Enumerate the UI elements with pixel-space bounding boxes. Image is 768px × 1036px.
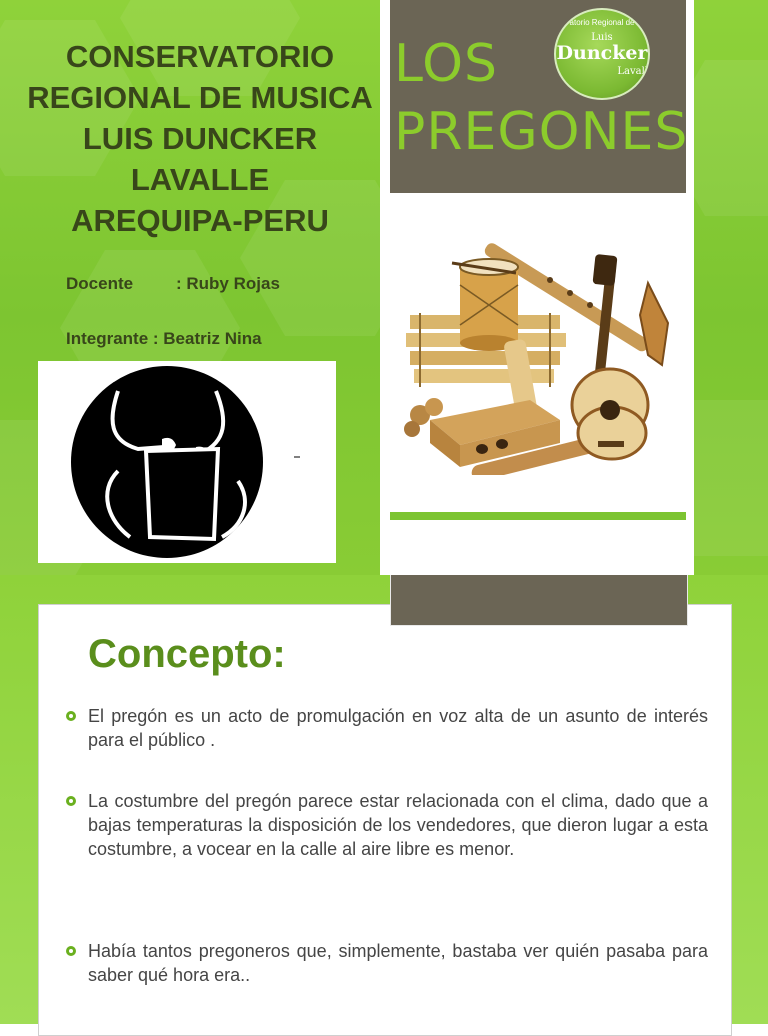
bone-flute-icon	[640, 283, 668, 365]
charango-icon	[572, 254, 648, 459]
cajon-image-box	[38, 361, 336, 563]
slide-title-line-2: PREGONES	[394, 102, 689, 162]
bullet-text: El pregón es un acto de promulgación en voz alta de un asunto de interés para el público .	[88, 706, 708, 750]
ring-bullet-icon	[66, 946, 76, 956]
ring-bullet-icon	[66, 711, 76, 721]
logo-top-text: atorio Regional de	[569, 18, 635, 27]
docente-label: Docente	[66, 274, 134, 293]
institution-line-5: AREQUIPA-PERU	[71, 203, 329, 238]
drum-icon	[452, 259, 518, 351]
green-divider	[390, 512, 686, 520]
institution-line-1: CONSERVATORIO	[65, 39, 335, 74]
institution-line-3: LUIS DUNCKER	[82, 121, 318, 156]
instruments-photo	[400, 205, 672, 475]
logo-main-text: Duncker	[556, 42, 648, 64]
logo-lavalle-text: Lavall	[617, 66, 648, 77]
docente-value: : Ruby Rojas	[176, 274, 280, 293]
slide-title-line-1: LOS	[394, 34, 499, 94]
tab-box	[390, 575, 688, 626]
institution-name	[15, 36, 385, 241]
integrante-line: Integrante : Beatriz Nina	[66, 329, 262, 348]
ring-bullet-icon	[66, 796, 76, 806]
cajon-player-icon	[38, 361, 336, 563]
institution-line-4: LAVALLE	[130, 162, 270, 197]
concept-heading: Concepto:	[88, 632, 286, 676]
conservatory-logo	[554, 8, 650, 100]
bullet-text: La costumbre del pregón parece estar relacionada con el clima, dado que a bajas temperaturas la disposición de los vendedores, que dieron lugar a esta costumbre, a vocear en la calle al aire libre es menor.	[88, 791, 708, 859]
bullet-text: Había tantos pregoneros que, simplemente, bastaba ver quién pasaba para saber qué hora era..	[88, 941, 708, 985]
institution-line-2: REGIONAL DE MUSICA	[27, 80, 373, 115]
logo-luis-text: Luis	[591, 32, 613, 43]
